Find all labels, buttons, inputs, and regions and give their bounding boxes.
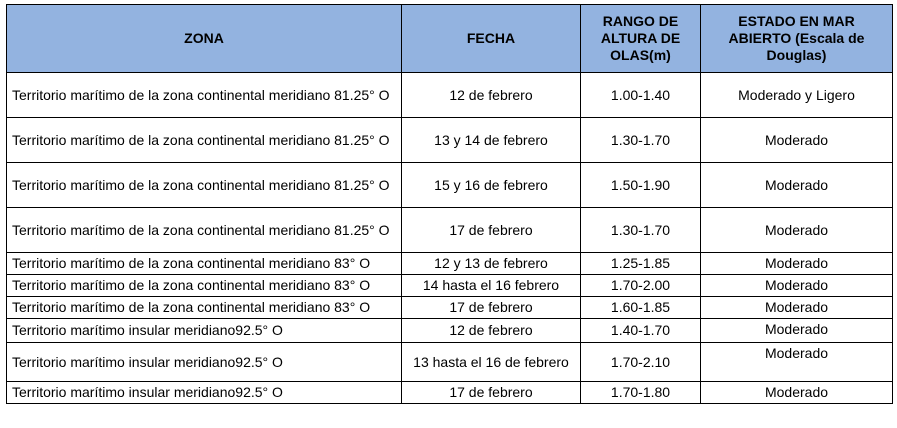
cell-rango: 1.25-1.85 xyxy=(581,253,701,275)
cell-rango: 1.50-1.90 xyxy=(581,163,701,208)
cell-estado: Moderado y Ligero xyxy=(701,73,893,118)
cell-fecha: 17 de febrero xyxy=(402,208,581,253)
header-estado: ESTADO EN MAR ABIERTO (Escala de Douglas) xyxy=(701,5,893,73)
header-zona: ZONA xyxy=(7,5,402,73)
cell-rango: 1.40-1.70 xyxy=(581,319,701,343)
cell-rango: 1.00-1.40 xyxy=(581,73,701,118)
forecast-table-container xyxy=(6,4,893,404)
cell-zona: Territorio marítimo de la zona continental meridiano 81.25° O xyxy=(7,73,402,118)
cell-rango: 1.70-2.00 xyxy=(581,275,701,297)
cell-zona: Territorio marítimo insular meridiano92.5° O xyxy=(7,319,402,343)
table-row xyxy=(7,343,893,382)
cell-fecha: 12 de febrero xyxy=(402,319,581,343)
wave-forecast-table xyxy=(6,4,893,404)
cell-fecha: 15 y 16 de febrero xyxy=(402,163,581,208)
cell-zona: Territorio marítimo de la zona continental meridiano 81.25° O xyxy=(7,118,402,163)
cell-estado: Moderado xyxy=(701,343,893,382)
table-row xyxy=(7,275,893,297)
cell-fecha: 17 de febrero xyxy=(402,382,581,404)
cell-zona: Territorio marítimo de la zona continental meridiano 81.25° O xyxy=(7,163,402,208)
cell-zona: Territorio marítimo de la zona continental meridiano 81.25° O xyxy=(7,208,402,253)
table-row xyxy=(7,297,893,319)
table-row xyxy=(7,118,893,163)
cell-zona: Territorio marítimo insular meridiano92.5° O xyxy=(7,343,402,382)
cell-estado: Moderado xyxy=(701,118,893,163)
cell-fecha: 12 y 13 de febrero xyxy=(402,253,581,275)
table-row xyxy=(7,382,893,404)
cell-estado: Moderado xyxy=(701,208,893,253)
cell-zona: Territorio marítimo de la zona continental meridiano 83° O xyxy=(7,275,402,297)
cell-rango: 1.70-1.80 xyxy=(581,382,701,404)
table-row xyxy=(7,253,893,275)
cell-rango: 1.30-1.70 xyxy=(581,118,701,163)
cell-fecha: 12 de febrero xyxy=(402,73,581,118)
cell-rango: 1.70-2.10 xyxy=(581,343,701,382)
cell-fecha: 13 y 14 de febrero xyxy=(402,118,581,163)
cell-estado: Moderado xyxy=(701,297,893,319)
cell-estado: Moderado xyxy=(701,382,893,404)
cell-fecha: 17 de febrero xyxy=(402,297,581,319)
header-rango: RANGO DE ALTURA DE OLAS(m) xyxy=(581,5,701,73)
cell-estado: Moderado xyxy=(701,275,893,297)
table-row xyxy=(7,208,893,253)
cell-estado: Moderado xyxy=(701,163,893,208)
cell-fecha: 14 hasta el 16 febrero xyxy=(402,275,581,297)
header-fecha: FECHA xyxy=(402,5,581,73)
cell-fecha: 13 hasta el 16 de febrero xyxy=(402,343,581,382)
cell-rango: 1.30-1.70 xyxy=(581,208,701,253)
cell-estado: Moderado xyxy=(701,253,893,275)
cell-zona: Territorio marítimo insular meridiano92.5° O xyxy=(7,382,402,404)
table-row xyxy=(7,163,893,208)
cell-rango: 1.60-1.85 xyxy=(581,297,701,319)
table-row xyxy=(7,319,893,343)
cell-estado: Moderado xyxy=(701,319,893,343)
cell-zona: Territorio marítimo de la zona continental meridiano 83° O xyxy=(7,297,402,319)
cell-zona: Territorio marítimo de la zona continental meridiano 83° O xyxy=(7,253,402,275)
table-row xyxy=(7,73,893,118)
table-header-row xyxy=(7,5,893,73)
